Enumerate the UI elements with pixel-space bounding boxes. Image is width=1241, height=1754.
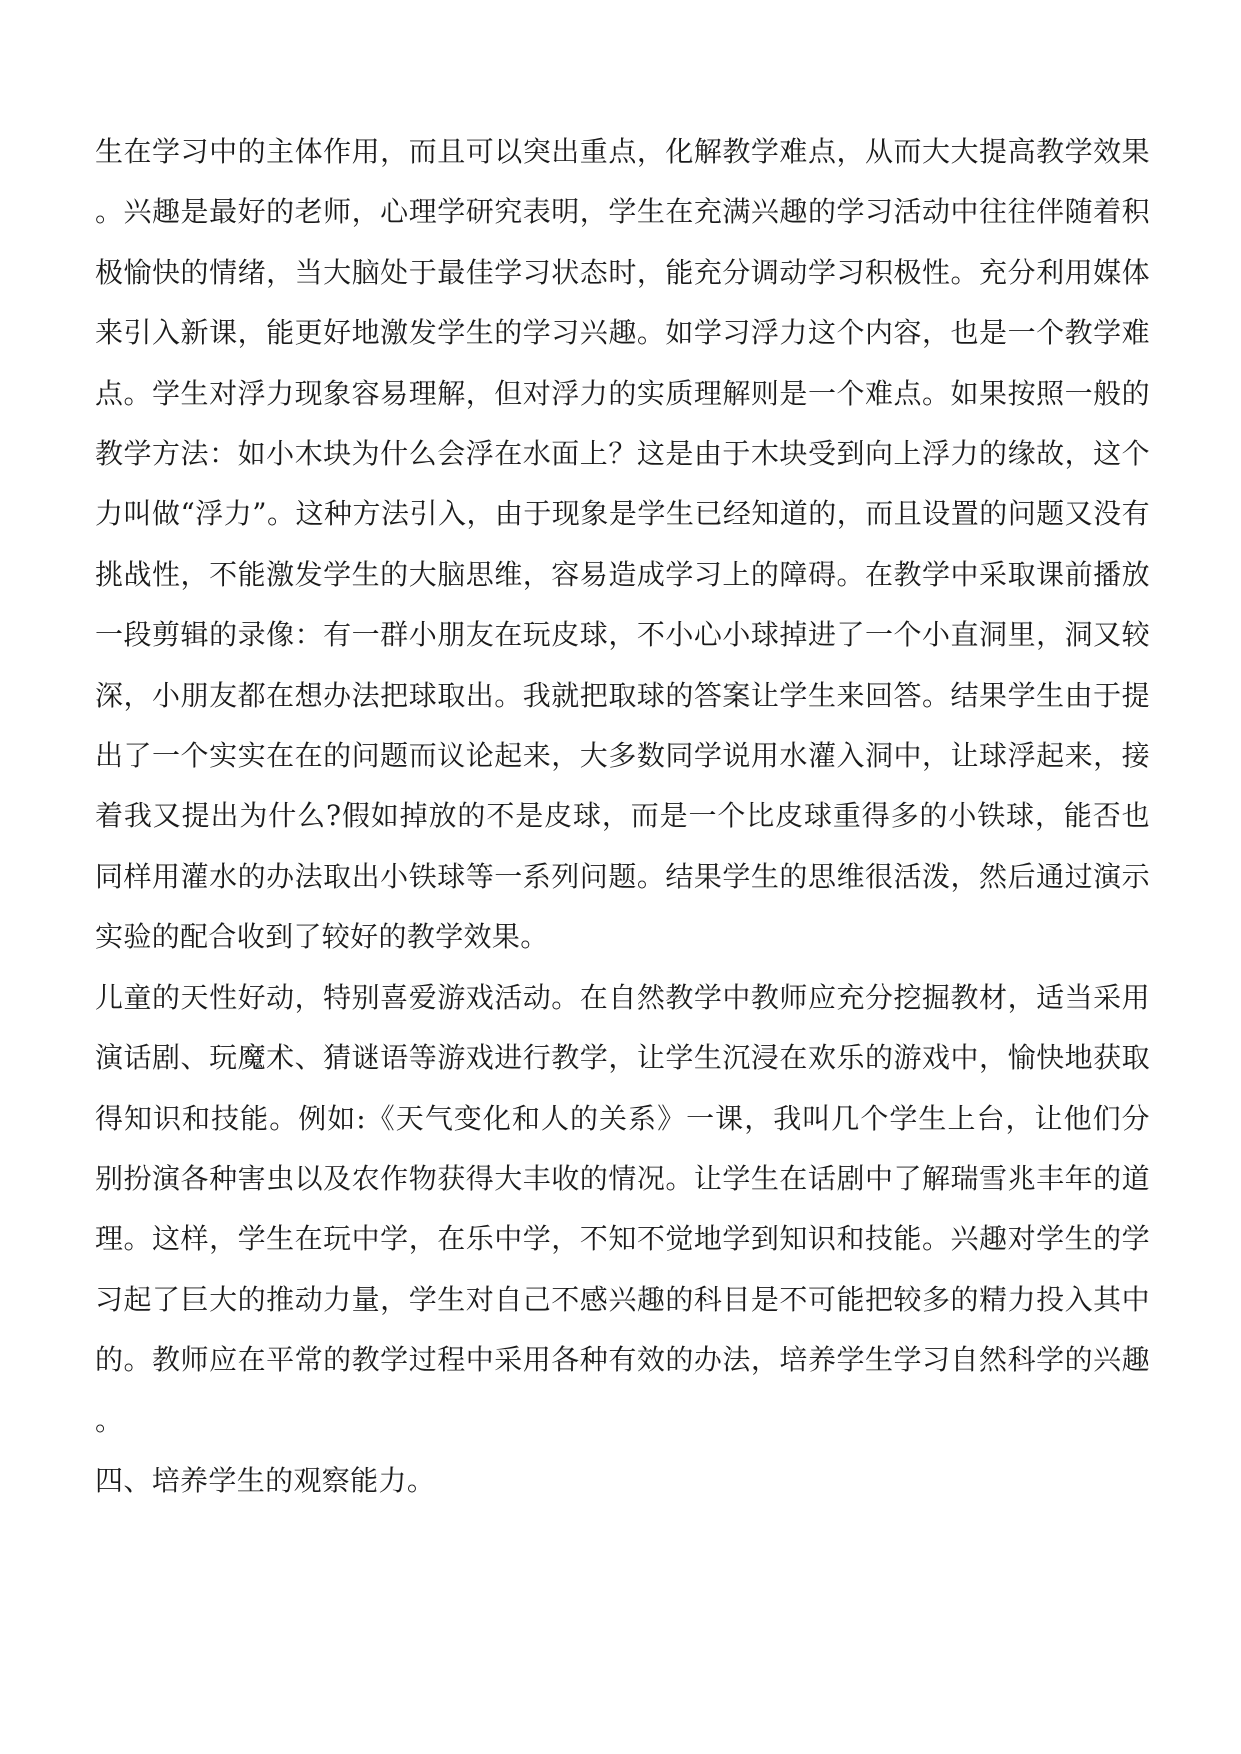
section-heading-observation: 四、培养学生的观察能力。 [95,1463,436,1497]
paragraph-media-interest: 生在学习中的主体作用，而且可以突出重点，化解教学难点，从而大大提高教学效果。兴趣是最好的老师，心理学研究表明，学生在充满兴趣的学习活动中往往伴随着积极愉快的情绪，当大脑处于最佳学习状态时，能充分调动学习积极性。充分利用媒体来引入新课，能更好地激发学生的学习兴趣。如学习浮力这个内容，也是一个教学难点。学生对浮力现象容易理解，但对浮力的实质理解则是一个难点。如果按照一般的教学方法：如小木块为什么会浮在水面上？这是由于木块受到向上浮力的缘故，这个力叫做“浮力”。这种方法引入，由于现象是学生已经知道的，而且设置的问题又没有挑战性，不能激发学生的大脑思维，容易造成学习上的障碍。在教学中采取课前播放一段剪辑的录像：有一群小朋友在玩皮球，不小心小球掉进了一个小直洞里，洞又较深，小朋友都在想办法把球取出。我就把取球的答案让学生来回答。结果学生由于提出了一个实实在在的问题而议论起来，大多数同学说用水灌入洞中，让球浮起来，接着我又提出为什么?假如掉放的不是皮球，而是一个比皮球重得多的小铁球，能否也同样用灌水的办法取出小铁球等一系列问题。结果学生的思维很活泼，然后通过演示实验的配合收到了较好的教学效果。 [95,135,1150,954]
document-body [95,122,1150,1511]
paragraph-games-interest: 儿童的天性好动，特别喜爱游戏活动。在自然教学中教师应充分挖掘教材，适当采用演话剧、玩魔术、猜谜语等游戏进行教学，让学生沉浸在欢乐的游戏中，愉快地获取得知识和技能。例如:《天气变化和人的关系》一课，我叫几个学生上台，让他们分别扮演各种害虫以及农作物获得大丰收的情况。让学生在话剧中了解瑞雪兆丰年的道理。这样，学生在玩中学，在乐中学，不知不觉地学到知识和技能。兴趣对学生的学习起了巨大的推动力量，学生对自己不感兴趣的科目是不可能把较多的精力投入其中的。教师应在平常的教学过程中采用各种有效的办法，培养学生学习自然科学的兴趣。 [95,980,1150,1437]
